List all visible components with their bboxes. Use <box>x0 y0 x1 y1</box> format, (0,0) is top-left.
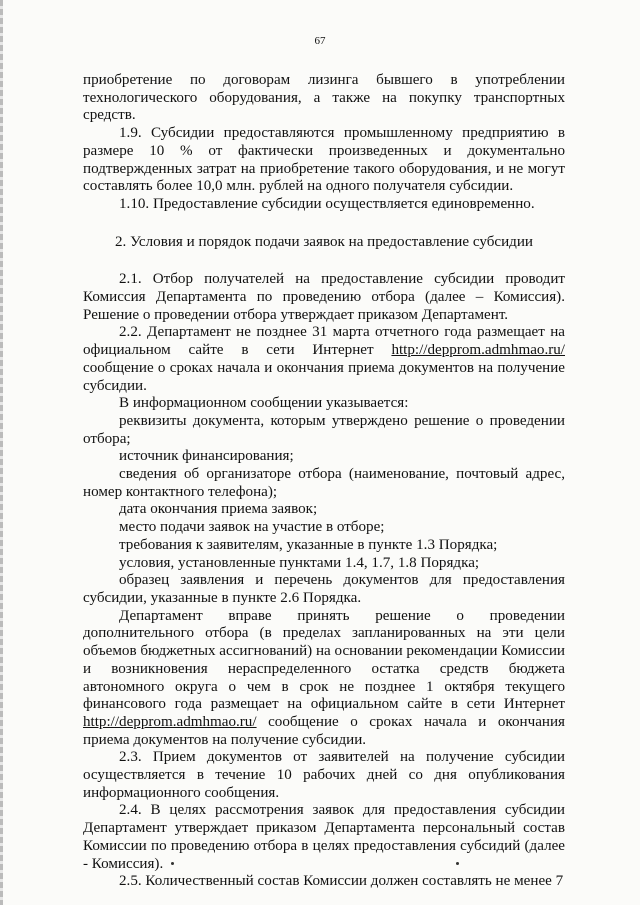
list-item-sample-form: образец заявления и перечень документов для предоставления субсидии, указанные в пункте 2.6 Порядка. <box>83 572 565 606</box>
website-link-2[interactable]: http://depprom.admhmao.ru/ <box>83 713 257 730</box>
paragraph-additional-text-start: Департамент вправе принять решение о проведении дополнительного отбора (в пределах запланированных на эти цели объемов бюджетных ассигнований) на основании рекомендации Комиссии и возникновения нераспределенного остатка средств бюджета автономного округа о чем в срок не позднее 1 октября текущего финансового года размещает на официальном сайте в сети Интернет <box>83 607 565 713</box>
page-number: 67 <box>314 35 326 47</box>
scan-speck <box>456 862 459 865</box>
list-item-conditions: условия, установленные пунктами 1.4, 1.7, 1.8 Порядка; <box>119 554 480 571</box>
scan-edge <box>0 0 3 905</box>
list-item-funding-source: источник финансирования; <box>119 448 294 465</box>
paragraph-additional-selection <box>83 608 565 750</box>
paragraph-continuation: приобретение по договорам лизинга бывшего в употреблении технологического оборудования, а также на покупку транспортных средств. <box>83 72 565 124</box>
list-item-requirements: требования к заявителям, указанные в пункте 1.3 Порядка; <box>119 536 498 553</box>
paragraph-2-3: 2.3. Прием документов от заявителей на получение субсидии осуществляется в течение 10 рабочих дней со дня опубликования информационного сообщения. <box>83 749 565 801</box>
paragraph-2-2-text-end: сообщение о сроках начала и окончания приема документов на получение субсидии. <box>83 359 565 394</box>
paragraph-2-4: 2.4. В целях рассмотрения заявок для предоставления субсидии Департамент утверждает приказом Департамента персональный состав Комиссии по проведению отбора в целях предоставления субсидий (далее - Комиссия). <box>83 802 565 872</box>
paragraph-2-5: 2.5. Количественный состав Комиссии должен составлять не менее 7 <box>119 873 564 890</box>
list-item-submission-place: место подачи заявок на участие в отборе; <box>119 519 385 536</box>
scan-speck <box>171 862 174 865</box>
list-item-deadline: дата окончания приема заявок; <box>119 501 318 518</box>
paragraph-2-1: 2.1. Отбор получателей на предоставление субсидии проводит Комиссия Департамента по проведению отбора (далее – Комиссия). Решение о проведении отбора утверждает приказом Департамент. <box>83 271 565 323</box>
paragraph-1-10: 1.10. Предоставление субсидии осуществляется единовременно. <box>119 195 535 212</box>
paragraph-additional-text-end: сообщение о сроках начала и окончания приема документов на получение субсидии. <box>83 713 565 748</box>
list-item-organizer-info: сведения об организаторе отбора (наименование, почтовый адрес, номер контактного телефона); <box>83 466 565 500</box>
paragraph-info-intro: В информационном сообщении указывается: <box>119 395 409 412</box>
website-link[interactable]: http://depprom.admhmao.ru/ <box>391 342 565 359</box>
section-heading-2: 2. Условия и порядок подачи заявок на предоставление субсидии <box>114 233 534 250</box>
paragraph-2-2 <box>83 324 565 395</box>
paragraph-1-9: 1.9. Субсидии предоставляются промышленному предприятию в размере 10 % от фактически произведенных и документально подтвержденных затрат на приобретение такого оборудования, и не могут составлять более 10,0 млн. рублей на одного получателя субсидии. <box>83 125 565 195</box>
paragraph-2-2-text-start: 2.2. Департамент не позднее 31 марта отчетного года размещает на официальном сайте в сети Интернет <box>83 324 565 359</box>
list-item-requisites: реквизиты документа, которым утверждено решение о проведении отбора; <box>83 412 565 447</box>
document-body <box>83 72 565 891</box>
